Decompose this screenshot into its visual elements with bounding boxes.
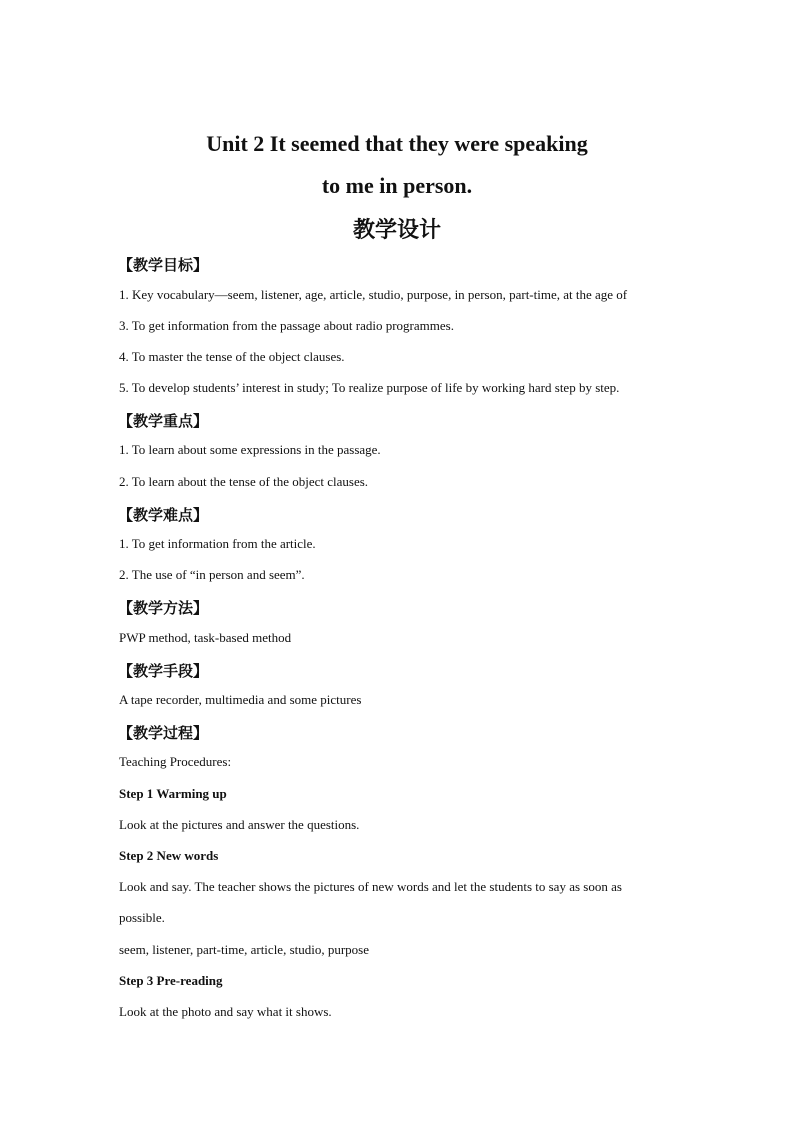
step-title: Step 2 New words [119,848,219,863]
objective-item: 5. To develop students’ interest in study; To realize purpose of life by working hard step by step. [119,380,620,395]
means-item: A tape recorder, multimedia and some pictures [119,692,362,707]
step-title: Step 1 Warming up [119,786,227,801]
objective-item: 1. Key vocabulary—seem, listener, age, article, studio, purpose, in person, part-time, at the age of [119,287,628,302]
key-point-item: 1. To learn about some expressions in the passage. [119,442,381,457]
section-heading-difficulties: 【教学难点】 [118,506,209,524]
step-title: Step 3 Pre-reading [119,973,223,988]
document-subtitle: 教学设计 [352,218,441,243]
step-line: Look at the pictures and answer the questions. [119,817,360,832]
key-point-item: 2. To learn about the tense of the object clauses. [119,474,369,489]
step-line: Look and say. The teacher shows the pictures of new words and let the students to say as soon as [119,879,622,894]
process-intro: Teaching Procedures: [119,754,232,769]
section-heading-methods: 【教学方法】 [118,599,209,617]
document-title-line-1: Unit 2 It seemed that they were speaking [206,131,588,156]
section-heading-means: 【教学手段】 [118,662,209,680]
method-item: PWP method, task-based method [119,630,292,645]
difficulty-item: 1. To get information from the article. [119,536,316,551]
step-line: possible. [119,910,165,925]
objective-item: 3. To get information from the passage about radio programmes. [119,318,454,333]
step-line: seem, listener, part-time, article, studio, purpose [119,942,370,957]
step-line: Look at the photo and say what it shows. [119,1004,332,1019]
section-heading-key-points: 【教学重点】 [118,412,209,430]
objective-item: 4. To master the tense of the object clauses. [119,349,345,364]
difficulty-item: 2. The use of “in person and seem”. [119,567,305,582]
section-heading-process: 【教学过程】 [118,724,209,742]
section-heading-objectives: 【教学目标】 [118,256,209,274]
document-title-line-2: to me in person. [321,173,473,198]
